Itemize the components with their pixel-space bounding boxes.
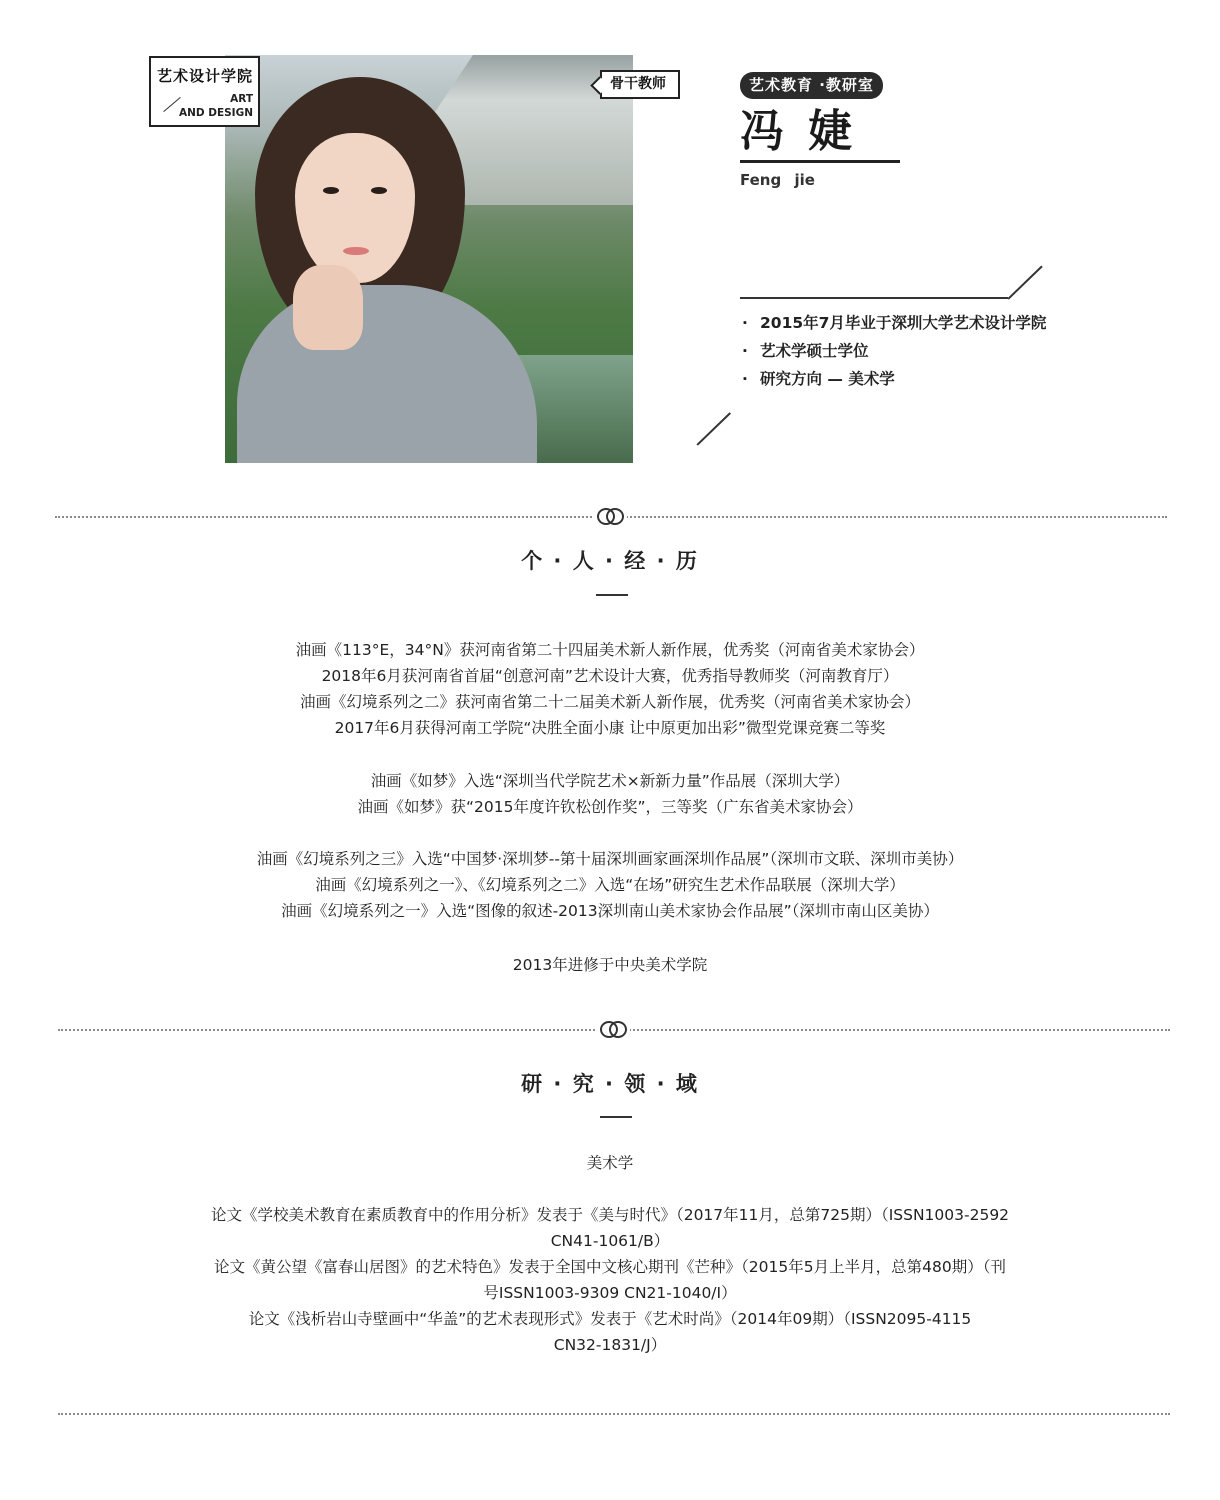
research-title: 研 · 究 · 领 · 域 xyxy=(521,1072,699,1096)
experience-line: 油画《如梦》入选“深圳当代学院艺术×新新力量”作品展（深圳大学） xyxy=(370,772,850,790)
teacher-name-en: Feng jie xyxy=(740,171,815,189)
teacher-portrait-photo xyxy=(225,55,633,463)
summary-text: 艺术学硕士学位 xyxy=(760,342,869,360)
section-divider xyxy=(58,1029,1170,1031)
school-badge xyxy=(149,56,260,127)
experience-line: 油画《幻境系列之三》入选“中国梦·深圳梦--第十届深圳画家画深圳作品展”（深圳市文联、深圳市美协） xyxy=(256,850,964,868)
experience-line: 2018年6月获河南省首届“创意河南”艺术设计大赛，优秀指导教师奖（河南教育厅） xyxy=(321,667,899,685)
bullet-dot: · xyxy=(742,370,748,388)
summary-text: 2015年7月毕业于深圳大学艺术设计学院 xyxy=(760,314,1047,332)
experience-line: 2013年进修于中央美术学院 xyxy=(512,956,708,974)
summary-item xyxy=(742,367,1046,395)
summary-list xyxy=(742,311,1046,395)
summary-item xyxy=(742,311,1046,339)
school-name-cn: 艺术设计学院 xyxy=(157,67,254,85)
bullet-dot: · xyxy=(742,342,748,360)
research-field: 美术学 xyxy=(586,1154,634,1172)
paper-line: 论文《浅析岩山寺壁画中“华盖”的艺术表现形式》发表于《艺术时尚》（2014年09期）（ISSN2095-4115 xyxy=(248,1310,972,1328)
name-underline xyxy=(740,160,900,163)
bullet-dot: · xyxy=(742,314,748,332)
experience-line: 油画《如梦》获“2015年度许钦松创作奖”，三等奖（广东省美术家协会） xyxy=(357,798,863,816)
teacher-name-cn: 冯婕 xyxy=(740,106,876,157)
paper-line: CN32-1831/J） xyxy=(553,1336,667,1354)
experience-title: 个 · 人 · 经 · 历 xyxy=(521,549,699,573)
experience-line: 油画《幻境系列之二》获河南省第二十二届美术新人新作展，优秀奖（河南省美术家协会） xyxy=(299,693,920,711)
paper-line: CN41-1061/B） xyxy=(550,1232,670,1250)
rings-icon xyxy=(596,1019,630,1041)
rings-icon xyxy=(593,506,627,528)
title-underline xyxy=(600,1116,632,1118)
experience-line: 油画《113°E，34°N》获河南省第二十四届美术新人新作展，优秀奖（河南省美术家协会） xyxy=(295,641,925,659)
title-underline xyxy=(596,594,628,596)
decorative-slash-bottom xyxy=(696,412,730,445)
school-name-en-line1: ART xyxy=(230,93,253,105)
summary-item xyxy=(742,339,1046,367)
decorative-slash-top xyxy=(1007,266,1042,300)
section-divider xyxy=(55,516,1167,518)
experience-line: 油画《幻境系列之一》、《幻境系列之二》入选“在场”研究生艺术作品联展（深圳大学） xyxy=(315,876,905,894)
teacher-title-tag: 骨干教师 xyxy=(600,70,680,99)
decorative-line xyxy=(740,297,1008,299)
department-pill: 艺术教育 ·教研室 xyxy=(740,72,883,99)
experience-line: 2017年6月获得河南工学院“决胜全面小康 让中原更加出彩”微型党课竞赛二等奖 xyxy=(334,719,886,737)
footer-divider xyxy=(58,1413,1170,1415)
summary-text: 研究方向 — 美术学 xyxy=(760,370,895,388)
paper-line: 论文《学校美术教育在素质教育中的作用分析》发表于《美与时代》（2017年11月，总第725期）（ISSN1003-2592 xyxy=(210,1206,1010,1224)
paper-line: 论文《黄公望《富春山居图》的艺术特色》发表于全国中文核心期刊《芒种》（2015年5月上半月，总第480期）（刊 xyxy=(214,1258,1006,1276)
school-name-en-line2: AND DESIGN xyxy=(178,107,253,119)
experience-line: 油画《幻境系列之一》入选“图像的叙述-2013深圳南山美术家协会作品展”（深圳市南山区美协） xyxy=(281,902,939,920)
paper-line: 号ISSN1003-9309 CN21-1040/I） xyxy=(483,1284,737,1302)
school-name-en xyxy=(179,92,253,120)
